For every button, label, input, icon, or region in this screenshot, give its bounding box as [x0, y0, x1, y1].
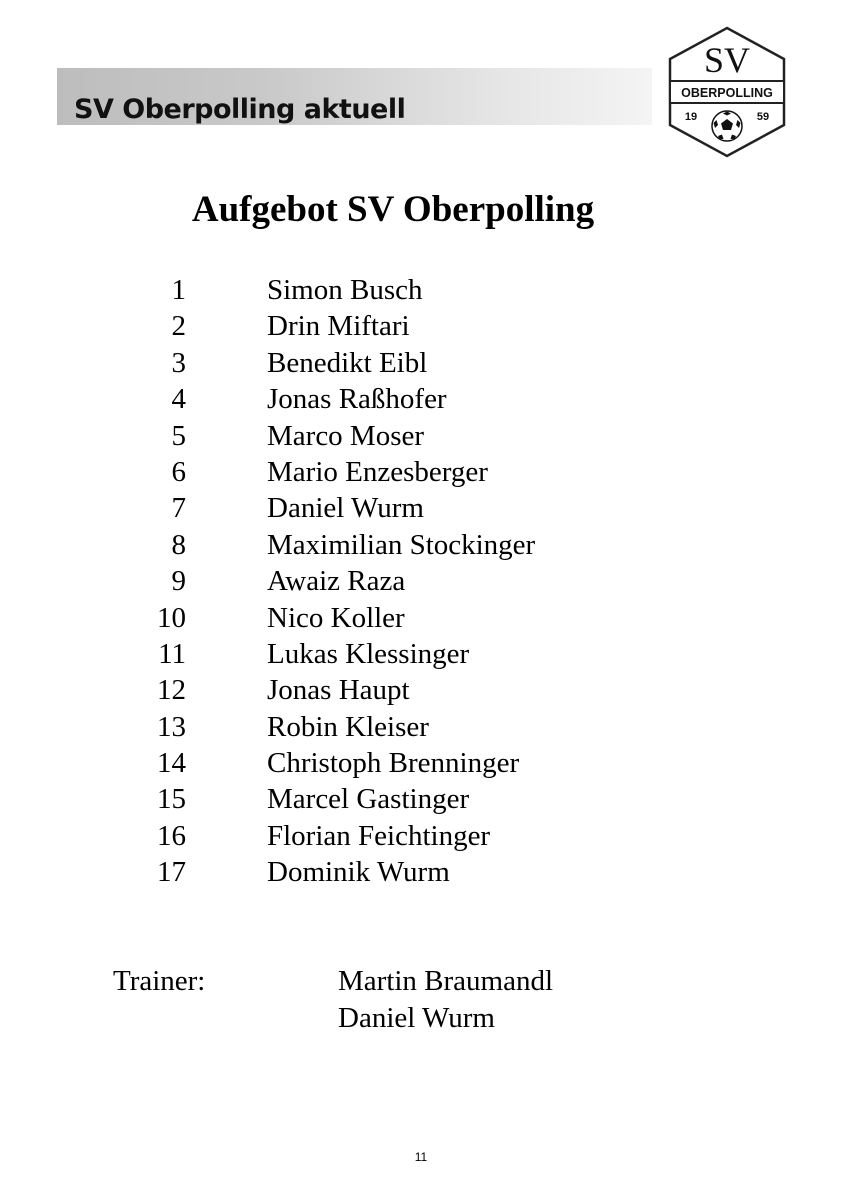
section-header-title: SV Oberpolling aktuell — [74, 94, 406, 125]
player-number: 2 — [171, 310, 186, 343]
player-number: 14 — [157, 747, 186, 780]
player-name: Mario Enzesberger — [267, 455, 488, 488]
page-number: 11 — [414, 1150, 428, 1164]
player-number: 4 — [171, 383, 186, 416]
player-number: 9 — [171, 565, 186, 598]
trainer-list — [338, 963, 553, 1037]
page-title: Aufgebot SV Oberpolling — [191, 189, 595, 230]
player-number: 3 — [171, 346, 186, 379]
logo-club-name: OBERPOLLING — [681, 86, 773, 100]
player-number: 11 — [158, 637, 186, 670]
player-number: 1 — [171, 274, 186, 306]
trainer-name: Martin Braumandl — [338, 965, 554, 997]
player-name: Jonas Raßhofer — [267, 383, 447, 416]
player-name: Christoph Brenninger — [267, 747, 520, 780]
player-name: Simon Busch — [267, 274, 423, 306]
player-number: 16 — [157, 819, 186, 852]
player-name: Nico Koller — [267, 601, 405, 634]
logo-year-left: 19 — [684, 111, 698, 123]
player-number: 7 — [171, 492, 186, 525]
player-number: 6 — [171, 455, 186, 488]
player-name: Dominik Wurm — [267, 856, 450, 889]
player-name: Jonas Haupt — [267, 674, 410, 707]
player-name: Robin Kleiser — [267, 710, 429, 743]
soccer-ball-icon — [712, 111, 742, 141]
player-number: 8 — [171, 528, 186, 561]
player-number: 17 — [157, 856, 186, 889]
player-name: Marcel Gastinger — [267, 783, 470, 816]
player-name: Marco Moser — [267, 419, 425, 452]
player-name: Drin Miftari — [267, 310, 410, 343]
trainer-name: Daniel Wurm — [338, 1002, 495, 1034]
player-name: Maximilian Stockinger — [267, 528, 536, 561]
player-name: Awaiz Raza — [267, 565, 406, 598]
player-number: 12 — [157, 674, 186, 707]
player-number: 10 — [157, 601, 186, 634]
player-number: 5 — [171, 419, 186, 452]
player-number: 13 — [157, 710, 186, 743]
club-logo — [668, 26, 786, 158]
player-name: Florian Feichtinger — [267, 819, 491, 852]
player-name: Daniel Wurm — [267, 492, 424, 525]
logo-letters: SV — [703, 40, 751, 80]
player-number: 15 — [157, 783, 186, 816]
trainer-label: Trainer: — [113, 965, 206, 997]
player-name: Benedikt Eibl — [267, 346, 428, 379]
logo-year-right: 59 — [756, 111, 770, 123]
player-name: Lukas Klessinger — [267, 637, 470, 670]
